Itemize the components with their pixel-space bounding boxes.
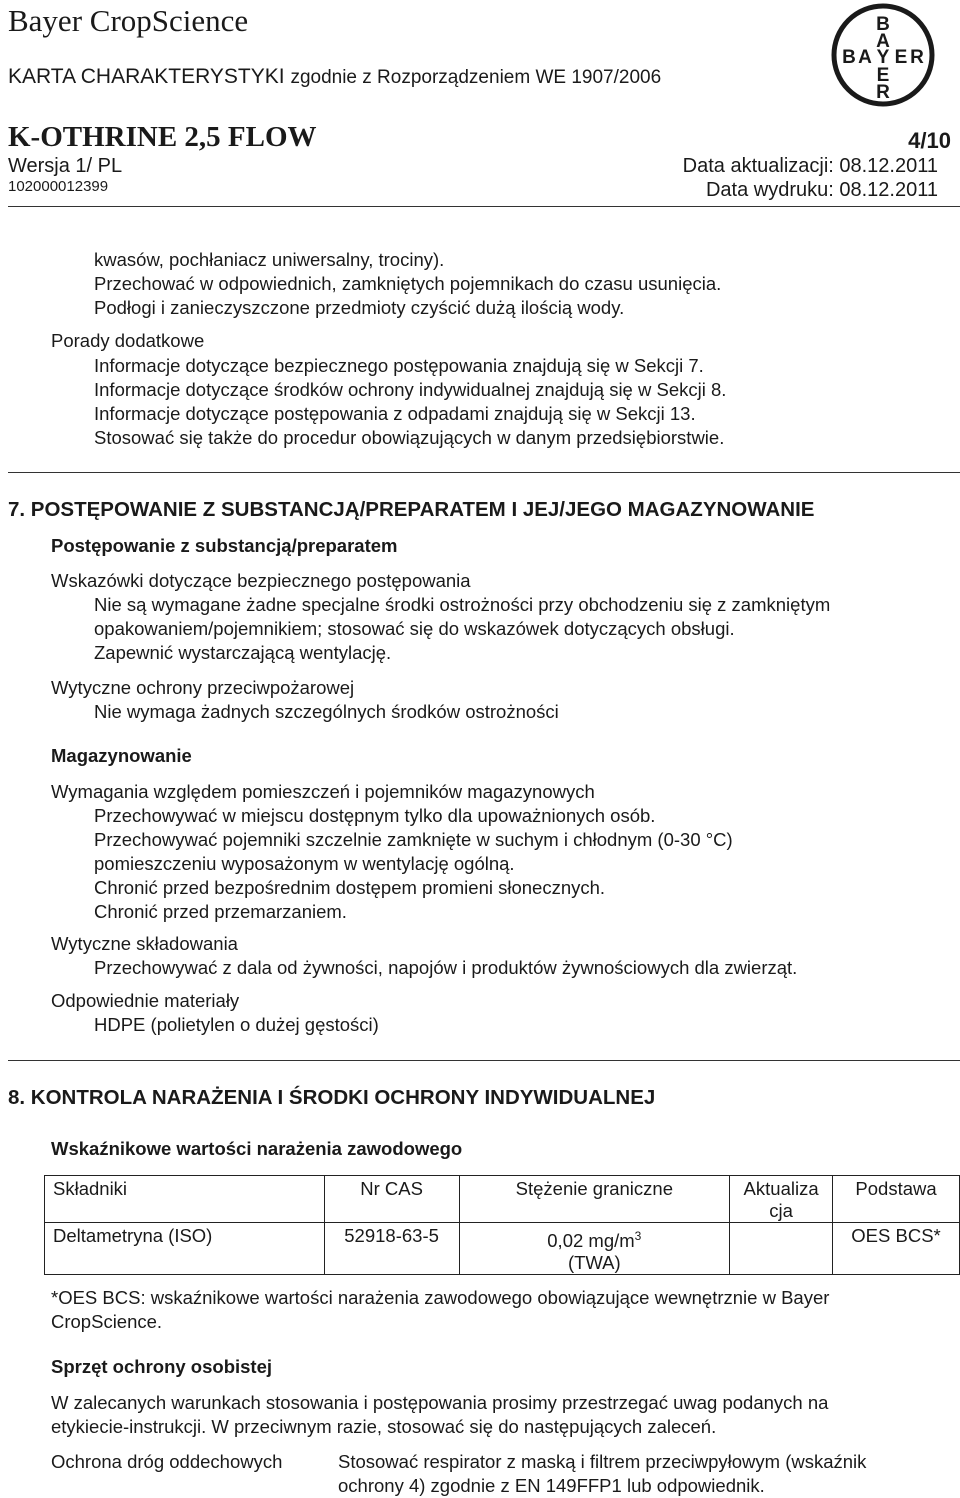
additional-line: Informacje dotyczące środków ochrony indywidualnej znajdują się w Sekcji 8. xyxy=(94,379,727,400)
col-header-update-line1: Aktualiza xyxy=(743,1178,819,1199)
ppe-heading: Sprzęt ochrony osobistej xyxy=(51,1356,273,1377)
storage-guide-line: Przechowywać z dala od żywności, napojów i produktów żywnościowych dla zwierząt. xyxy=(94,957,798,978)
exposure-heading: Wskaźnikowe wartości narażenia zawodowego xyxy=(51,1138,463,1159)
safe-handling-label: Wskazówki dotyczące bezpiecznego postępowania xyxy=(51,570,471,591)
additional-heading: Porady dodatkowe xyxy=(51,330,205,351)
print-date: Data wydruku: 08.12.2011 xyxy=(705,179,938,201)
cell-limit-type: (TWA) xyxy=(567,1252,621,1274)
cell-limit-value xyxy=(460,1225,730,1252)
ppe-line: W zalecanych warunkach stosowania i postępowania prosimy przestrzegać uwag podanych na xyxy=(51,1392,829,1413)
version: Wersja 1/ PL xyxy=(8,155,123,177)
limit-unit-superscript: 3 xyxy=(634,1229,642,1243)
exposure-limits-table xyxy=(44,1175,960,1275)
continuation-line: kwasów, pochłaniacz uniwersalny, trociny). xyxy=(94,249,445,270)
storage-req-line: Chronić przed bezpośrednim dostępem promieni słonecznych. xyxy=(94,877,606,898)
bayer-cross-logo xyxy=(831,3,935,107)
col-header-cas: Nr CAS xyxy=(324,1176,459,1223)
respiratory-line: ochrony 4) zgodnie z EN 149FFP1 lub odpowiednik. xyxy=(338,1475,765,1496)
col-header-components: Składniki xyxy=(45,1176,325,1223)
logo-letter-e-h: E xyxy=(894,47,908,68)
regulation-label: zgodnie z Rozporządzeniem WE 1907/2006 xyxy=(290,67,662,88)
logo-letter-r-h: R xyxy=(910,47,924,68)
materials-label: Odpowiednie materiały xyxy=(51,990,240,1011)
safe-handling-line: opakowaniem/pojemnikiem; stosować się do wskazówek dotyczących obsługi. xyxy=(94,618,735,639)
safe-handling-line: Zapewnić wystarczającą wentylację. xyxy=(94,642,392,663)
logo-letter-y: Y xyxy=(876,47,890,68)
limit-value: 0,02 mg/m xyxy=(547,1230,635,1252)
section7-title: 7. POSTĘPOWANIE Z SUBSTANCJĄ/PREPARATEM I JEJ/JEGO MAGAZYNOWANIE xyxy=(8,498,815,521)
additional-line: Informacje dotyczące postępowania z odpadami znajdują się w Sekcji 13. xyxy=(94,403,696,424)
continuation-line: Podłogi i zanieczyszczone przedmioty czyścić dużą ilością wody. xyxy=(94,297,625,318)
storage-req-line: Przechowywać pojemniki szczelnie zamknięte w suchym i chłodnym (0-30 °C) xyxy=(94,829,733,850)
cell-cas: 52918-63-5 xyxy=(324,1223,459,1275)
continuation-line: Przechować w odpowiednich, zamkniętych pojemnikach do czasu usunięcia. xyxy=(94,273,722,294)
additional-line: Stosować się także do procedur obowiązujących w danym przedsiębiorstwie. xyxy=(94,427,725,448)
logo-letter-a-h: A xyxy=(858,47,872,68)
materials-line: HDPE (polietylen o dużej gęstości) xyxy=(94,1014,379,1035)
section-divider xyxy=(8,1060,960,1061)
cell-update xyxy=(730,1223,833,1275)
header-divider xyxy=(8,206,960,207)
respiratory-label: Ochrona dróg oddechowych xyxy=(51,1451,283,1472)
fire-line: Nie wymaga żadnych szczególnych środków ostrożności xyxy=(94,701,559,722)
doc-number: 102000012399 xyxy=(8,178,109,195)
brand-name: Bayer CropScience xyxy=(8,3,249,38)
fire-label: Wytyczne ochrony przeciwpożarowej xyxy=(51,677,355,698)
storage-heading: Magazynowanie xyxy=(51,745,192,766)
footnote-line: CropScience. xyxy=(51,1311,163,1332)
storage-req-line: Chronić przed przemarzaniem. xyxy=(94,901,347,922)
storage-guide-label: Wytyczne składowania xyxy=(51,933,238,954)
table-header-row xyxy=(45,1176,960,1223)
col-header-update-line2: cja xyxy=(769,1200,793,1221)
respiratory-line: Stosować respirator z maską i filtrem przeciwpyłowym (wskaźnik xyxy=(338,1451,867,1472)
footnote-line: *OES BCS: wskaźnikowe wartości narażenia zawodowego obowiązujące wewnętrznie w Bayer xyxy=(51,1287,830,1308)
page-number: 4/10 xyxy=(908,128,951,153)
doc-type-label: KARTA CHARAKTERYSTYKI xyxy=(8,65,285,88)
cell-component: Deltametryna (ISO) xyxy=(45,1223,325,1275)
table-row xyxy=(45,1223,960,1275)
logo-letter-b: B xyxy=(876,14,890,35)
doc-type xyxy=(8,64,661,91)
update-date: Data aktualizacji: 08.12.2011 xyxy=(682,155,938,177)
cell-limit xyxy=(459,1223,730,1275)
section8-title: 8. KONTROLA NARAŻENIA I ŚRODKI OCHRONY INDYWIDUALNEJ xyxy=(8,1086,656,1109)
logo-letter-b-h: B xyxy=(842,47,856,68)
handling-heading: Postępowanie z substancją/preparatem xyxy=(51,535,398,556)
logo-letter-a: A xyxy=(876,31,890,52)
ppe-line: etykiecie-instrukcji. W przeciwnym razie, stosować się do następujących zaleceń. xyxy=(51,1416,717,1437)
product-name: K-OTHRINE 2,5 FLOW xyxy=(8,121,317,153)
col-header-basis: Podstawa xyxy=(833,1176,960,1223)
safe-handling-line: Nie są wymagane żadne specjalne środki ostrożności przy obchodzeniu się z zamkniętym xyxy=(94,594,831,615)
logo-letter-e: E xyxy=(876,65,890,86)
storage-req-label: Wymagania względem pomieszczeń i pojemników magazynowych xyxy=(51,781,595,802)
col-header-update xyxy=(730,1176,833,1223)
col-header-limit: Stężenie graniczne xyxy=(459,1176,730,1223)
cell-basis: OES BCS* xyxy=(833,1223,960,1275)
additional-line: Informacje dotyczące bezpiecznego postępowania znajdują się w Sekcji 7. xyxy=(94,355,704,376)
section-divider xyxy=(8,472,960,473)
logo-letter-r: R xyxy=(876,82,890,103)
storage-req-line: Przechowywać w miejscu dostępnym tylko dla upoważnionych osób. xyxy=(94,805,656,826)
storage-req-line: pomieszczeniu wyposażonym w wentylację ogólną. xyxy=(94,853,515,874)
